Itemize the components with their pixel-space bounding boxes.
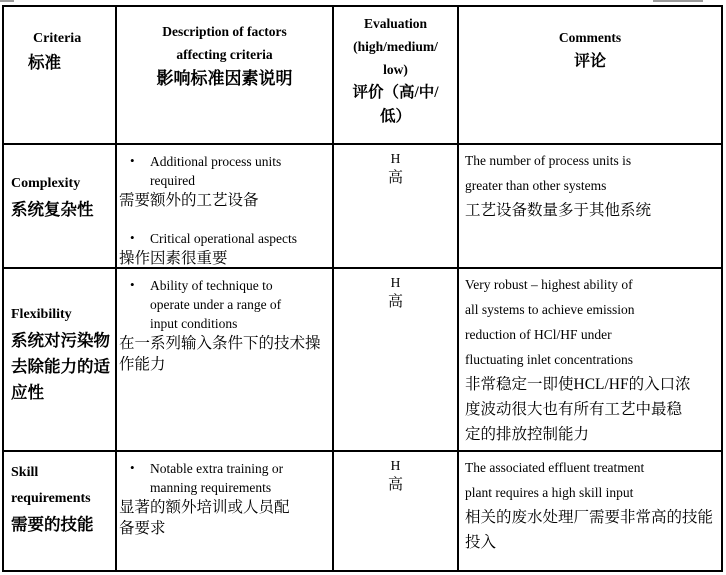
- criteria-evaluation-table: [2, 5, 723, 572]
- criteria-label-en: Complexity: [11, 176, 81, 191]
- comment-line: The number of process units is: [465, 153, 632, 168]
- bullet-line: [117, 314, 332, 333]
- criteria-label-en: Skill: [11, 465, 39, 480]
- description-zh-line: 备要求: [119, 520, 166, 537]
- evaluation-grade-zh: 高: [387, 170, 403, 186]
- comment-line: all systems to achieve emission: [465, 302, 635, 317]
- description-cell-flexibility: [117, 269, 334, 452]
- comment-line: Very robust – highest ability of: [465, 277, 633, 292]
- bullet-text: input conditions: [150, 316, 238, 331]
- evaluation-grade-zh: 高: [387, 477, 403, 493]
- bullet-text: Critical operational aspects: [150, 231, 297, 246]
- bullet-line: [117, 276, 332, 295]
- evaluation-cell-flexibility: [334, 269, 459, 452]
- criteria-label-zh: 需要的技能: [11, 515, 94, 534]
- description-zh-line: 需要额外的工艺设备: [119, 192, 259, 209]
- description-zh-line: 显著的额外培训或人员配: [119, 499, 290, 516]
- criteria-label-en: Flexibility: [11, 307, 72, 322]
- bullet-item: [117, 276, 332, 375]
- header-description-line: affecting criteria: [176, 47, 273, 62]
- criteria-cell-complexity: [4, 145, 117, 269]
- comment-line: fluctuating inlet concentrations: [465, 352, 633, 367]
- comment-line: The associated effluent treatment: [465, 460, 645, 475]
- description-zh-line: 操作因素很重要: [119, 250, 228, 267]
- comment-line: reduction of HCl/HF under: [465, 327, 612, 342]
- bullet-icon: •: [130, 230, 135, 245]
- comment-line: greater than other systems: [465, 178, 607, 193]
- criteria-cell-flexibility: [4, 269, 117, 452]
- header-cell-criteria: [4, 7, 117, 145]
- bullet-line: [117, 295, 332, 314]
- bullet-icon: •: [130, 460, 135, 475]
- comment-zh-line: 度波动很大也有所有工艺中最稳: [465, 401, 683, 418]
- comment-zh-line: 投入: [465, 534, 497, 551]
- bullet-text: operate under a range of: [150, 297, 282, 312]
- bullet-line: [117, 152, 332, 171]
- description-cell-complexity: [117, 145, 334, 269]
- comment-line: plant requires a high skill input: [465, 485, 634, 500]
- comments-cell-flexibility: [459, 269, 723, 452]
- comment-zh-line: 工艺设备数量多于其他系统: [465, 202, 652, 219]
- header-criteria-en: Criteria: [33, 31, 82, 46]
- header-evaluation-line: low): [383, 62, 408, 77]
- header-cell-comments: [459, 7, 723, 145]
- comment-zh-line: 非常稳定一即使HCL/HF的入口浓: [465, 376, 691, 393]
- comment-zh-line: 定的排放控制能力: [465, 426, 590, 443]
- bullet-line: [117, 229, 332, 248]
- header-evaluation-zh-line: 评价（高/中/: [352, 84, 439, 101]
- criteria-label-zh: 应性: [11, 383, 44, 402]
- bullet-line: [117, 459, 332, 478]
- header-description-zh: 影响标准因素说明: [156, 69, 293, 88]
- header-comments-zh: 评论: [573, 53, 606, 70]
- bullet-text: Additional process units: [150, 154, 282, 169]
- header-comments-en: Comments: [558, 30, 622, 45]
- evaluation-grade: H: [390, 275, 401, 290]
- header-evaluation-line: Evaluation: [363, 16, 428, 31]
- evaluation-cell-complexity: [334, 145, 459, 269]
- criteria-label-zh: 系统复杂性: [11, 200, 94, 219]
- bullet-text: manning requirements: [150, 480, 272, 495]
- screen-edge-artifact-left: [0, 0, 14, 2]
- bullet-item: [117, 459, 332, 539]
- screen-edge-artifact-right: [653, 0, 703, 2]
- criteria-label-zh: 系统对污染物: [11, 331, 110, 350]
- bullet-icon: •: [130, 153, 135, 168]
- description-cell-skill-requirements: [117, 452, 334, 572]
- bullet-line: [117, 478, 332, 497]
- bullet-text: Notable extra training or: [150, 461, 284, 476]
- header-criteria-zh: 标准: [28, 53, 61, 72]
- bullet-text: Ability of technique to: [150, 278, 273, 293]
- comments-cell-complexity: [459, 145, 723, 269]
- header-cell-description: [117, 7, 334, 145]
- comment-zh-line: 相关的废水处理厂需要非常高的技能: [465, 509, 714, 526]
- description-zh-line: 在一系列输入条件下的技术操: [119, 335, 321, 352]
- criteria-cell-skill-requirements: [4, 452, 117, 572]
- evaluation-cell-skill-requirements: [334, 452, 459, 572]
- bullet-text: required: [150, 173, 195, 188]
- bullet-item: [117, 152, 332, 211]
- header-evaluation-line: (high/medium/: [353, 39, 438, 54]
- criteria-label-zh: 去除能力的适: [11, 357, 110, 376]
- header-cell-evaluation: [334, 7, 459, 145]
- criteria-label-en: requirements: [11, 491, 91, 506]
- comments-cell-skill-requirements: [459, 452, 723, 572]
- header-description-line: Description of factors: [162, 24, 287, 39]
- header-evaluation-zh-line: 低）: [379, 108, 411, 125]
- bullet-line: [117, 171, 332, 190]
- bullet-icon: •: [130, 277, 135, 292]
- bullet-item: [117, 229, 332, 269]
- evaluation-grade-zh: 高: [387, 294, 403, 310]
- evaluation-grade: H: [390, 458, 401, 473]
- evaluation-grade: H: [390, 151, 401, 166]
- description-zh-line: 作能力: [119, 356, 166, 373]
